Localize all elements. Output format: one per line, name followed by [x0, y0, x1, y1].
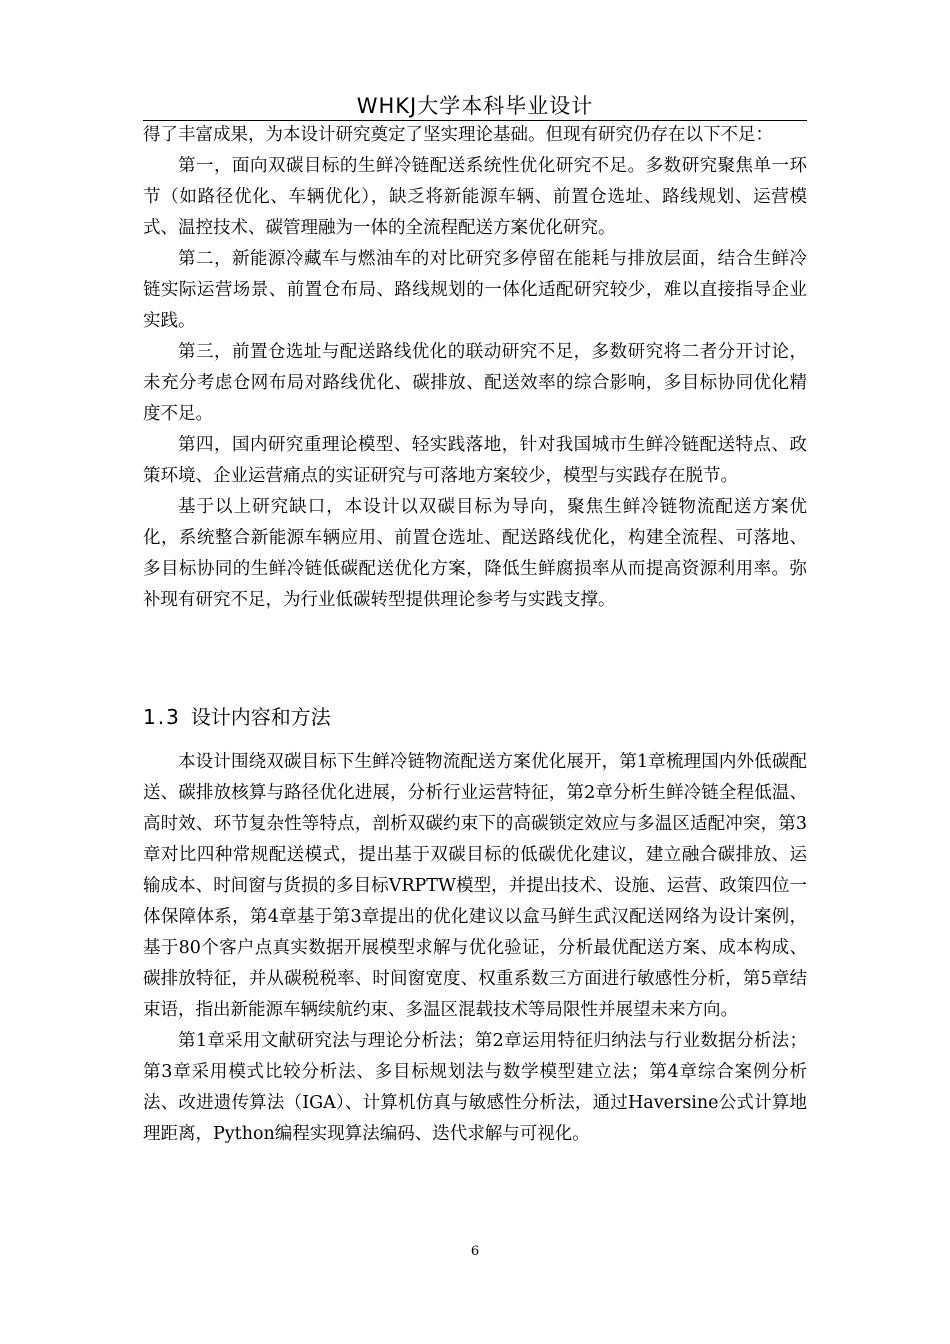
section-title: 设计内容和方法 — [190, 705, 331, 729]
paragraph-design-methods: 第1章采用文献研究法与理论分析法；第2章运用特征归纳法与行业数据分析法；第3章采用模式比较分析法、多目标规划法与数学模型建立法；第4章综合案例分析法、改进遗传算法（IGA）、计算机仿真与敏感性分析法，通过Haversine公式计算地理距离，Python编程实现算法编码、迭代求解与可视化。 — [143, 1031, 807, 1144]
paragraph-gap-3: 第三，前置仓选址与配送路线优化的联动研究不足，多数研究将二者分开讨论，未充分考虑仓网布局对路线优化、碳排放、配送效率的综合影响，多目标协同优化精度不足。 — [143, 342, 807, 424]
section-heading — [143, 700, 807, 734]
page-header-title: WHKJ大学本科毕业设计 — [356, 94, 594, 118]
body-text-bottom — [143, 747, 807, 1150]
paragraph-design-content: 本设计围绕双碳目标下生鲜冷链物流配送方案优化展开，第1章梳理国内外低碳配送、碳排放核算与路径优化进展，分析行业运营特征，第2章分析生鲜冷链全程低温、高时效、环节复杂性等特点，剖析双碳约束下的高碳锁定效应与多温区适配冲突，第3章对比四种常规配送模式，提出基于双碳目标的低碳优化建议，建立融合碳排放、运输成本、时间窗与货损的多目标VRPTW模型，并提出技术、设施、运营、政策四位一体保障体系，第4章基于第3章提出的优化建议以盒马鲜生武汉配送网络为设计案例，基于80个客户点真实数据开展模型求解与优化验证，分析最优配送方案、成本构成、碳排放特征，并从碳税税率、时间窗宽度、权重系数三方面进行敏感性分析，第5章结束语，指出新能源车辆续航约束、多温区混载技术等局限性并展望未来方向。 — [143, 752, 807, 1020]
paragraph-gap-4: 第四，国内研究重理论模型、轻实践落地，针对我国城市生鲜冷链配送特点、政策环境、企业运营痛点的实证研究与可落地方案较少，模型与实践存在脱节。 — [143, 435, 807, 486]
section-number: 1.3 — [143, 705, 181, 729]
paragraph-gap-2: 第二，新能源冷藏车与燃油车的对比研究多停留在能耗与排放层面，结合生鲜冷链实际运营场景、前置仓布局、路线规划的一体化适配研究较少，难以直接指导企业实践。 — [143, 249, 807, 331]
paragraph-gap-1: 第一，面向双碳目标的生鲜冷链配送系统性优化研究不足。多数研究聚焦单一环节（如路径优化、车辆优化），缺乏将新能源车辆、前置仓选址、路线规划、运营模式、温控技术、碳管理融为一体的全流程配送方案优化研究。 — [143, 156, 807, 238]
paragraph-summary: 基于以上研究缺口，本设计以双碳目标为导向，聚焦生鲜冷链物流配送方案优化，系统整合新能源车辆应用、前置仓选址、配送路线优化，构建全流程、可落地、多目标协同的生鲜冷链低碳配送优化方案，降低生鲜腐损率从而提高资源利用率。弥补现有研究不足，为行业低碳转型提供理论参考与实践支撑。 — [143, 497, 807, 610]
page-number: 6 — [470, 1244, 480, 1259]
body-text-top — [143, 120, 807, 616]
paragraph-continuation: 得了丰富成果，为本设计研究奠定了坚实理论基础。但现有研究仍存在以下不足： — [143, 125, 773, 145]
